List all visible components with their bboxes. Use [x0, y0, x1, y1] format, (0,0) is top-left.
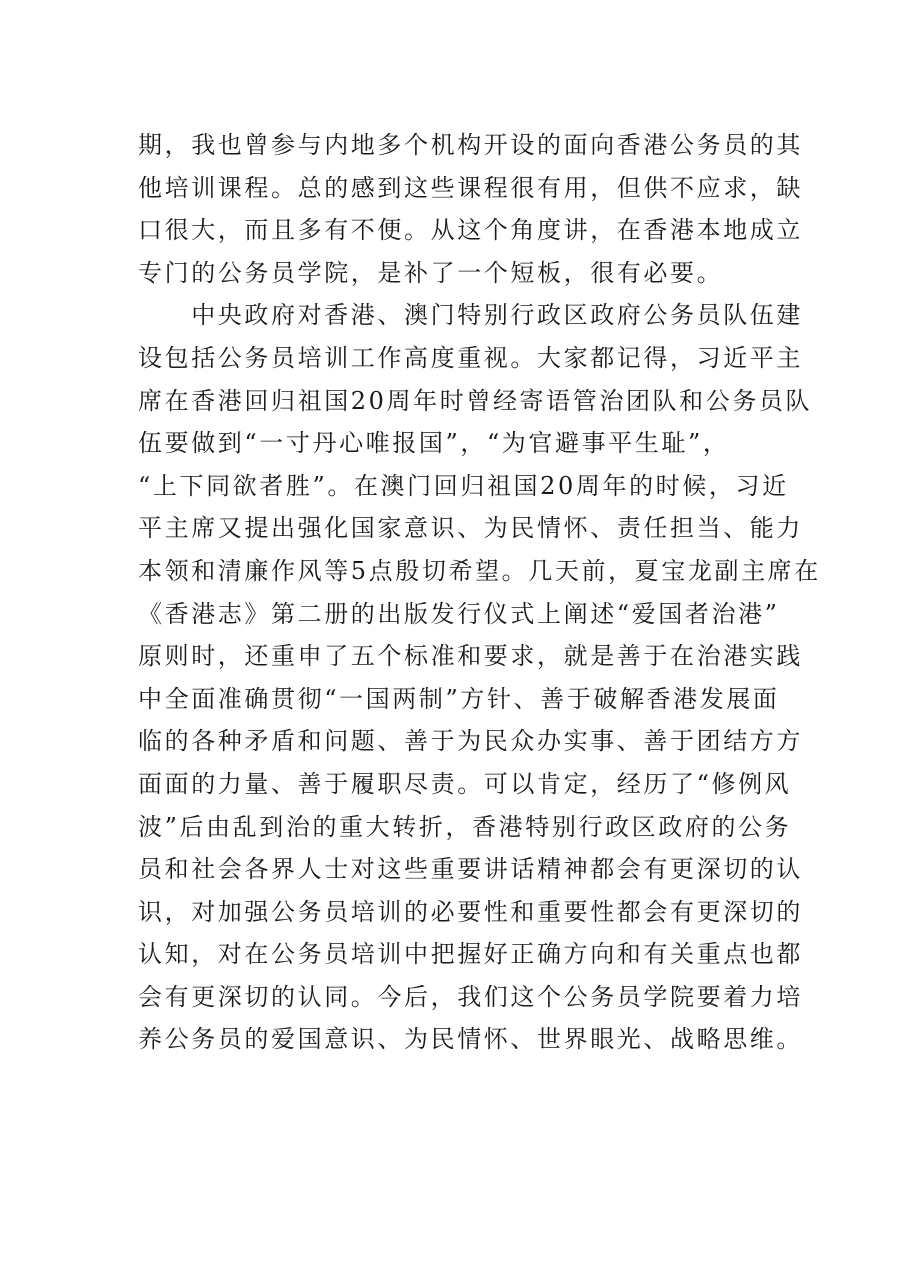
text-line: 《香港志》第二册的出版发行仪式上阐述“爱国者治港”	[138, 599, 780, 628]
text-line: 临的各种矛盾和问题、善于为民众办实事、善于团结方方	[138, 727, 803, 756]
text-line: 原则时，还重申了五个标准和要求，就是善于在治港实践	[138, 642, 803, 671]
text-line: 养公务员的爱国意识、为民情怀、世界眼光、战略思维。	[138, 1025, 803, 1054]
text-line: 中央政府对香港、澳门特别行政区政府公务员队伍建	[138, 301, 803, 330]
text-line: 波”后由乱到治的重大转折，香港特别行政区政府的公务	[138, 812, 792, 841]
text-line: 期，我也曾参与内地多个机构开设的面向香港公务员的其	[138, 131, 803, 159]
text-line: “上下同欲者胜”。在澳门回归祖国20周年的时候，习近	[138, 471, 789, 500]
text-line: 伍要做到“一寸丹心唯报国”，“为官避事平生耻”，	[138, 429, 730, 458]
text-line: 设包括公务员培训工作高度重视。大家都记得，习近平主	[138, 343, 803, 372]
text-line: 平主席又提出强化国家意识、为民情怀、责任担当、能力	[138, 514, 803, 543]
text-line: 席在香港回归祖国20周年时曾经寄语管治团队和公务员队	[138, 386, 813, 415]
text-line: 专门的公务员学院，是补了一个短板，很有必要。	[138, 258, 724, 287]
text-line: 面面的力量、善于履职尽责。可以肯定，经历了“修例风	[138, 769, 792, 798]
text-line: 会有更深切的认同。今后，我们这个公务员学院要着力培	[138, 982, 803, 1011]
text-line: 本领和清廉作风等5点殷切希望。几天前，夏宝龙副主席在	[138, 556, 821, 585]
text-line: 识，对加强公务员培训的必要性和重要性都会有更深切的	[138, 897, 803, 926]
body-text	[138, 124, 821, 1061]
text-line: 他培训课程。总的感到这些课程很有用，但供不应求，缺	[138, 173, 803, 202]
text-line: 认知，对在公务员培训中把握好正确方向和有关重点也都	[138, 940, 803, 969]
text-line: 中全面准确贯彻“一国两制”方针、善于破解香港发展面	[138, 684, 780, 713]
text-line: 员和社会各界人士对这些重要讲话精神都会有更深切的认	[138, 855, 803, 884]
text-line: 口很大，而且多有不便。从这个角度讲，在香港本地成立	[138, 216, 803, 245]
